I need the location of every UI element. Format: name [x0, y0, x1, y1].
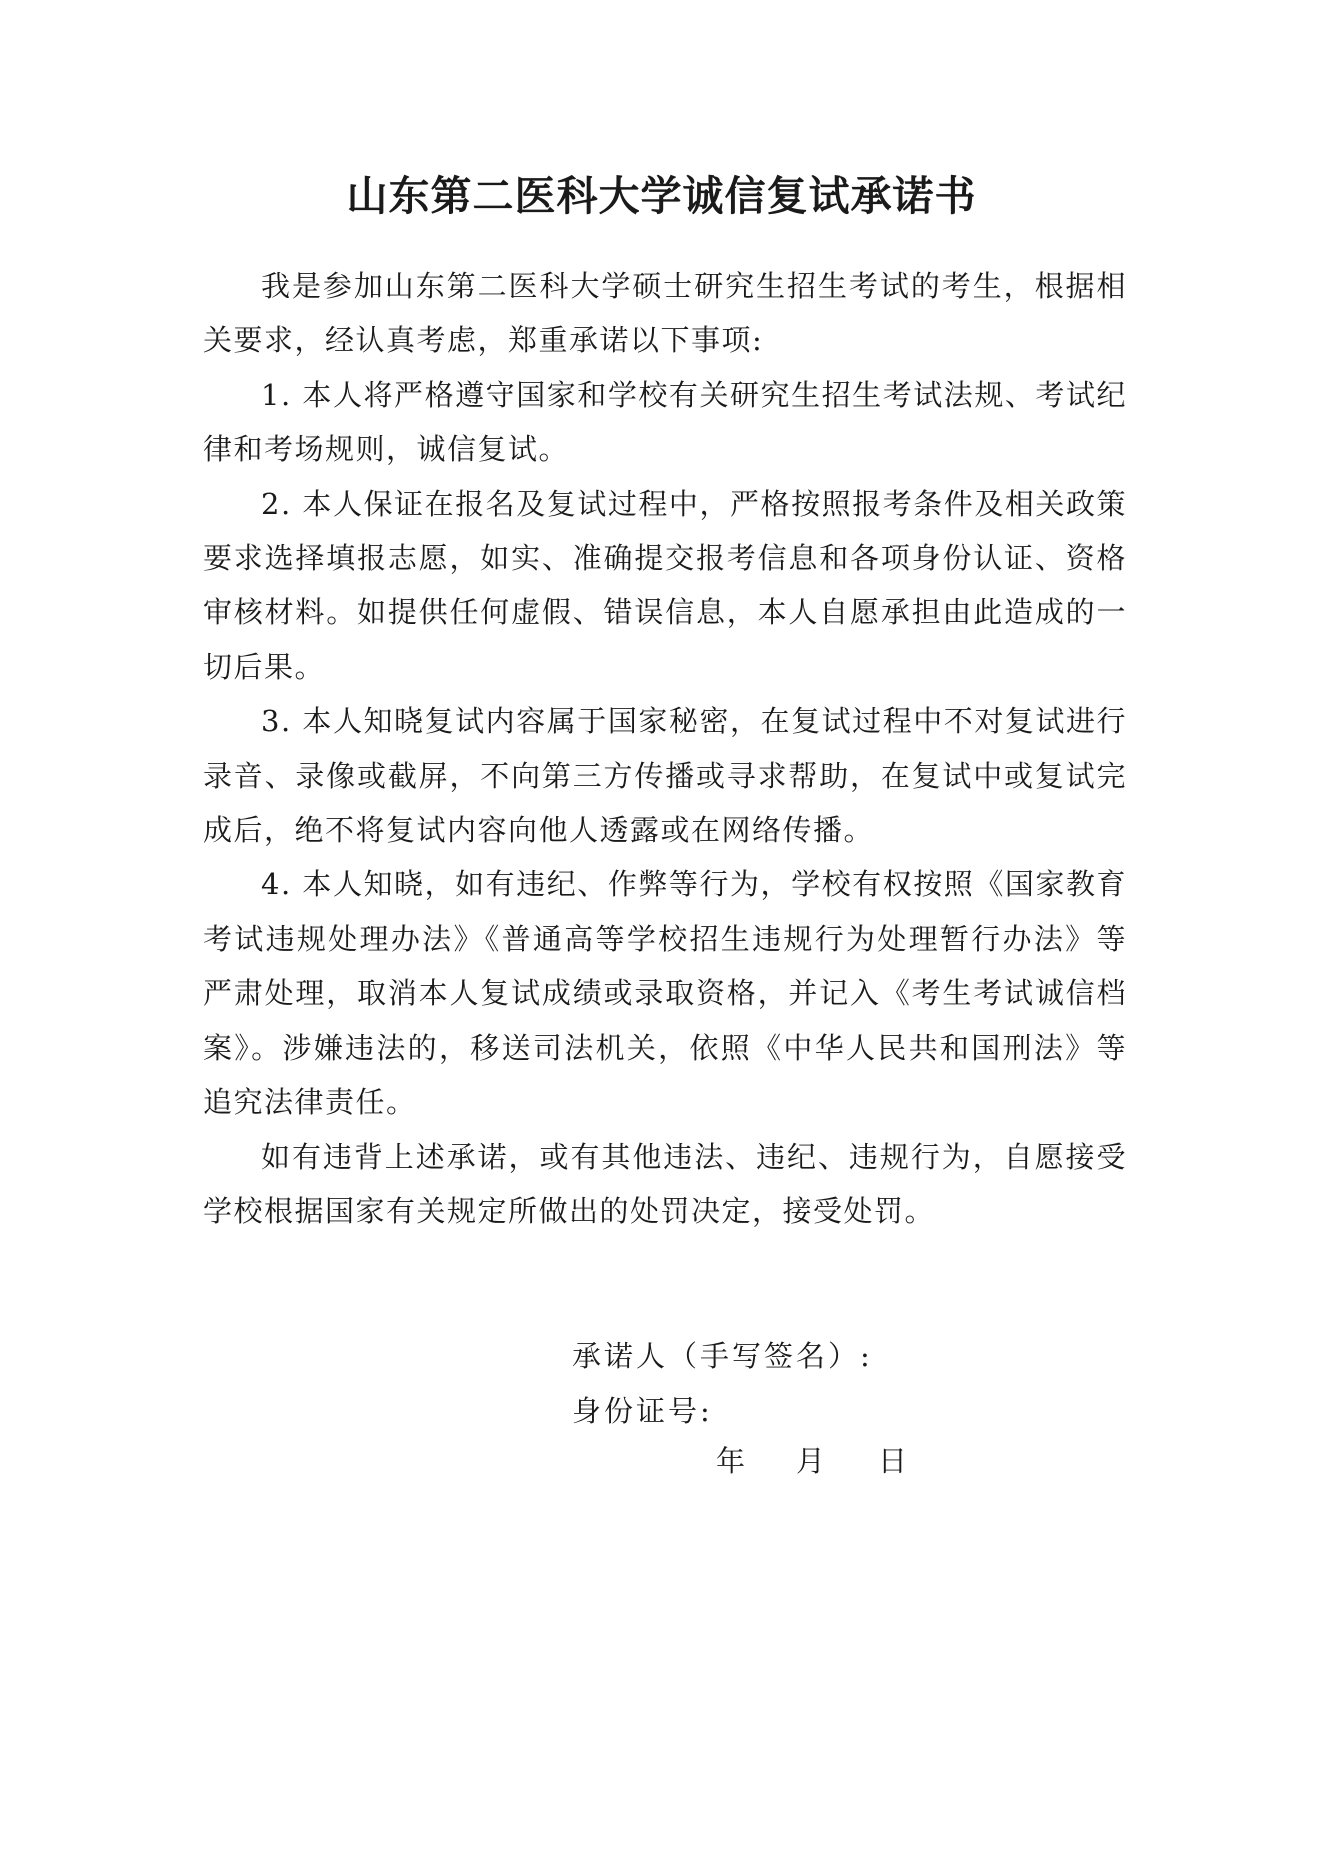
month-label: 月	[796, 1444, 826, 1478]
clause-3-paragraph: 3. 本人知晓复试内容属于国家秘密，在复试过程中不对复试进行录音、录像或截屏，不向第三方传播或寻求帮助，在复试中或复试完成后，绝不将复试内容向他人透露或在网络传播。	[203, 704, 1127, 848]
year-label: 年	[716, 1444, 746, 1478]
document-title: 山东第二医科大学诚信复试承诺书	[346, 172, 977, 220]
signature-block	[572, 1329, 873, 1439]
document-body	[203, 259, 1127, 1238]
date-line	[716, 1434, 907, 1489]
clause-2-paragraph: 2. 本人保证在报名及复试过程中，严格按照报考条件及相关政策要求选择填报志愿，如实、准确提交报考信息和各项身份认证、资格审核材料。如提供任何虚假、错误信息，本人自愿承担由此造成的一切后果。	[203, 486, 1127, 684]
clause-1-paragraph: 1. 本人将严格遵守国家和学校有关研究生招生考试法规、考试纪律和考场规则，诚信复试。	[203, 377, 1127, 467]
clause-4-paragraph: 4. 本人知晓，如有违纪、作弊等行为，学校有权按照《国家教育考试违规处理办法》《普通高等学校招生违规行为处理暂行办法》等严肃处理，取消本人复试成绩或录取资格，并记入《考生考试诚信档案》。涉嫌违法的，移送司法机关，依照《中华人民共和国刑法》等追究法律责任。	[203, 867, 1127, 1120]
id-number-label: 身份证号:	[572, 1394, 713, 1428]
closing-paragraph: 如有违背上述承诺，或有其他违法、违纪、违规行为，自愿接受学校根据国家有关规定所做出的处罚决定，接受处罚。	[203, 1139, 1127, 1228]
day-label: 日	[878, 1444, 908, 1478]
intro-paragraph: 我是参加山东第二医科大学硕士研究生招生考试的考生，根据相关要求，经认真考虑，郑重承诺以下事项:	[203, 269, 1127, 358]
signer-label: 承诺人（手写签名）:	[572, 1339, 873, 1373]
